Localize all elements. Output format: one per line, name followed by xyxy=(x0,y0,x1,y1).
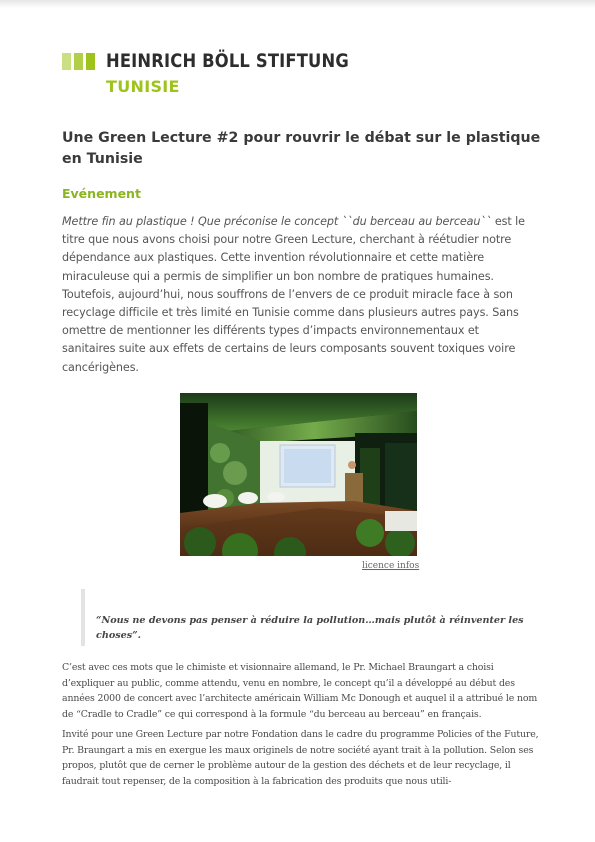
page-top-shadow xyxy=(0,0,595,8)
pull-quote: “Nous ne devons pas penser à réduire la pollution…mais plutôt à réinventer les choses”. xyxy=(96,615,524,641)
article-intro xyxy=(62,213,534,377)
logo-country: TUNISIE xyxy=(106,77,180,96)
body-paragraph-2: Invité pour une Green Lecture par notre Fondation dans le cadre du programme Policies of the Future, Pr. Braungart a mis en exergue les maux originels de notre société ayant trait à la pollution. Selon ses propos, plutôt que de cerner le problème autour de la gestion des déchets et de leur recyclage, il faudrait tout repenser, de la composition à la fabrication des produits que nous utili- xyxy=(62,729,539,787)
logo-bars-icon xyxy=(62,53,98,70)
intro-italic: Mettre fin au plastique ! Que préconise le concept ``du berceau au berceau`` xyxy=(62,215,492,228)
body-paragraph-1: C’est avec ces mots que le chimiste et visionnaire allemand, le Pr. Michael Braungart a choisi d’expliquer au public, comme attendu, venu en nombre, le concept qu’il a développé au début des années 2000 de concert avec l’architecte américain William Mc Donough et auquel il a attribué le nom de “Cradle to Cradle” ce qui correspond à la formule “du berceau au berceau” en français. xyxy=(62,662,538,720)
intro-text: est le titre que nous avons choisi pour notre Green Lecture, cherchant à réétudier notre dépendance aux plastiques. Cette invention révolutionnaire et cette matière miraculeuse qui a permis de simplifier un bon nombre de pratiques humaines. Toutefois, aujourd’hui, nous souffrons de l’envers de ce produit miracle face à son recyclage difficile et très limité en Tunisie comme dans plusieurs autres pays. Sans omettre de mentionner les différents types d’impacts environnementaux et sanitaires suite aux effets de certains de leurs composants souvent toxiques voire cancérigènes. xyxy=(62,215,525,374)
event-photo-illustration xyxy=(180,393,417,556)
event-photo xyxy=(180,393,417,556)
license-info-link[interactable]: licence infos xyxy=(362,561,420,571)
logo-name: HEINRICH BÖLL STIFTUNG xyxy=(106,50,349,72)
article-category: Evénement xyxy=(62,186,141,201)
article-title: Une Green Lecture #2 pour rouvrir le débat sur le plastique en Tunisie xyxy=(62,130,541,167)
quote-bar xyxy=(81,589,85,646)
